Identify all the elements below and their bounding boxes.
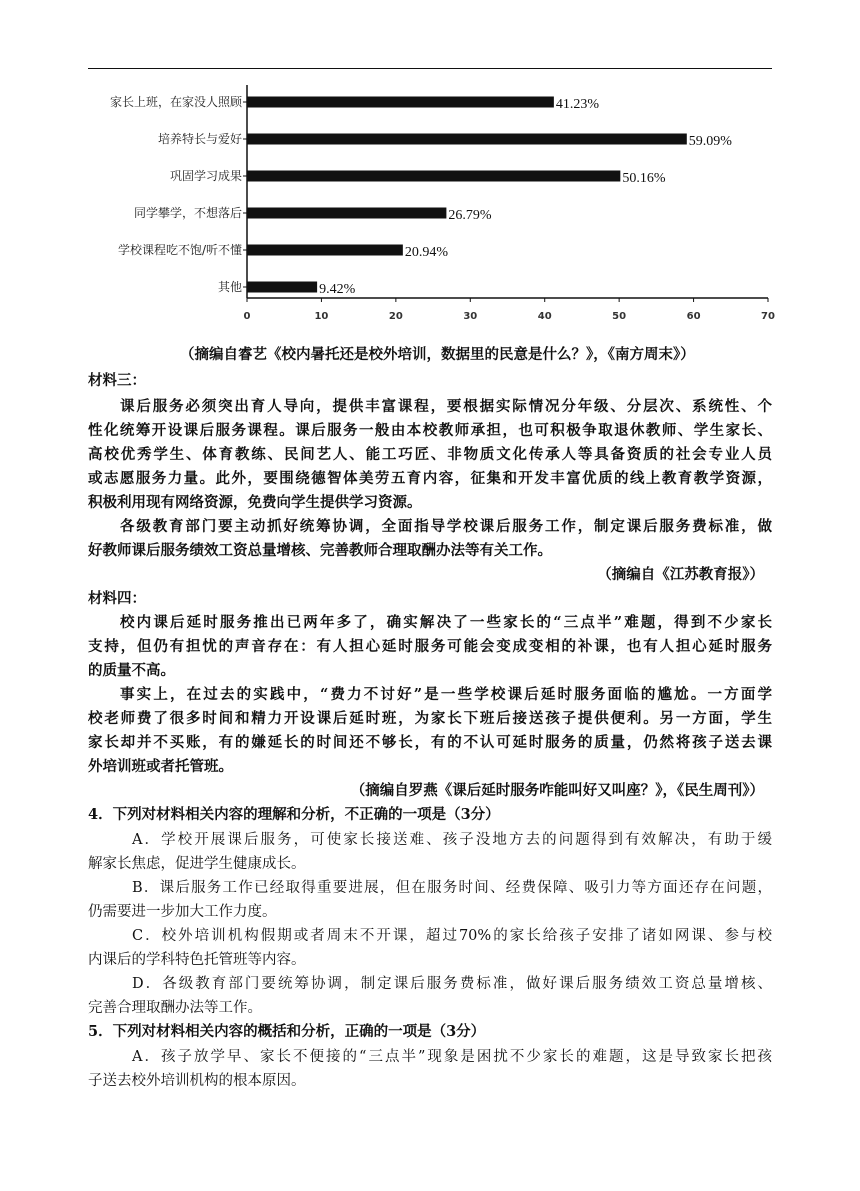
bar	[247, 171, 620, 182]
material-4-line: 校老师费了很多时间和精力开设课后延时班，为家长下班后接送孩子提供便利。另一方面，学生	[88, 710, 772, 727]
category-label: 同学攀学，不想落后	[133, 206, 242, 220]
material-4-line: 支持，但仍有担忧的声音存在：有人担心延时服务可能会变成变相的补课，也有人担心延时服务	[88, 638, 772, 655]
value-label: 26.79%	[448, 208, 492, 223]
question-4-option-c: C．校外培训机构假期或者周末不开课，超过70%的家长给孩子安排了诸如网课、参与校	[132, 928, 772, 944]
x-tick-label: 50	[612, 311, 627, 322]
bar	[247, 134, 687, 145]
material-4-title: 材料四：	[88, 590, 146, 607]
question-5: 5．下列对材料相关内容的概括和分析，正确的一项是（3分）	[88, 1023, 486, 1040]
category-label: 巩固学习成果	[169, 169, 242, 183]
material-4-line: 的质量不高。	[88, 662, 175, 679]
value-label: 59.09%	[688, 134, 732, 149]
bar	[247, 208, 446, 219]
question-4-option-c-cont: 内课后的学科特色托管班等内容。	[88, 952, 306, 968]
bar-chart	[0, 0, 860, 340]
x-tick-label: 0	[243, 311, 251, 322]
material-3-line: 各级教育部门要主动抓好统筹协调，全面指导学校课后服务工作，制定课后服务费标准，做	[120, 518, 772, 535]
category-label: 其他	[217, 280, 242, 294]
material-3-title: 材料三：	[88, 372, 146, 389]
question-4-option-d: D．各级教育部门要统筹协调，制定课后服务费标准，做好课后服务绩效工资总量增核、	[132, 976, 772, 992]
material-4-source: （摘编自罗燕《课后延时服务咋能叫好又叫座？》，《民生周刊》）	[350, 782, 764, 799]
material-3-line: 课后服务必须突出育人导向，提供丰富课程，要根据实际情况分年级、分层次、系统性、个	[120, 398, 772, 415]
material-4-line: 外培训班或者托管班。	[88, 758, 233, 775]
category-label: 学校课程吃不饱/听不懂	[117, 243, 242, 257]
chart-bars	[110, 94, 732, 297]
material-3-line: 性化统筹开设课后服务课程。课后服务一般由本校教师承担，也可积极争取退休教师、学生家长、	[88, 422, 772, 439]
value-label: 20.94%	[404, 245, 449, 260]
x-tick-label: 60	[686, 311, 701, 322]
x-tick-label: 70	[761, 311, 775, 322]
x-tick-label: 30	[463, 311, 478, 322]
question-5-option-a: A．孩子放学早、家长不便接的“三点半”现象是困扰不少家长的难题，这是导致家长把孩	[132, 1049, 772, 1065]
question-4: 4．下列对材料相关内容的理解和分析，不正确的一项是（3分）	[88, 806, 500, 823]
x-tick-label: 10	[314, 311, 329, 322]
question-4-option-b: B．课后服务工作已经取得重要进展，但在服务时间、经费保障、吸引力等方面还存在问题，	[132, 880, 772, 896]
bar	[247, 245, 403, 256]
material-3-source: （摘编自《江苏教育报》）	[597, 566, 764, 583]
question-4-option-a-cont: 解家长焦虑，促进学生健康成长。	[88, 856, 306, 872]
bar	[247, 282, 317, 293]
question-4-option-d-cont: 完善合理取酬办法等工作。	[88, 1000, 262, 1016]
bar	[247, 97, 554, 108]
material-4-line: 事实上，在过去的实践中，“费力不讨好”是一些学校课后延时服务面临的尴尬。一方面学	[120, 686, 772, 703]
chart-source: （摘编自睿艺《校内暑托还是校外培训，数据里的民意是什么？》，《南方周末》）	[180, 346, 695, 363]
x-tick-label: 40	[537, 311, 552, 322]
value-label: 41.23%	[555, 97, 600, 112]
material-3-line: 高校优秀学生、体育教练、民间艺人、能工巧匠、非物质文化传承人等具备资质的社会专业人员	[88, 446, 772, 463]
material-4-line: 家长却并不买账，有的嫌延长的时间还不够长，有的不认可延时服务的质量，仍然将孩子送去课	[88, 734, 772, 751]
category-label: 家长上班，在家没人照顾	[109, 95, 242, 109]
question-4-option-b-cont: 仍需要进一步加大工作力度。	[88, 904, 277, 920]
material-3-line: 好教师课后服务绩效工资总量增核、完善教师合理取酬办法等有关工作。	[88, 542, 552, 559]
value-label: 50.16%	[622, 171, 666, 186]
material-3-line: 积极利用现有网络资源，免费向学生提供学习资源。	[88, 494, 422, 511]
x-tick-label: 20	[388, 311, 403, 322]
value-label: 9.42%	[319, 282, 356, 297]
question-5-option-a-cont: 子送去校外培训机构的根本原因。	[88, 1073, 306, 1089]
material-3-line: 或志愿服务力量。此外，要围绕德智体美劳五育内容，征集和开发丰富优质的线上教育教学资源，	[88, 470, 772, 487]
material-4-line: 校内课后延时服务推出已两年多了，确实解决了一些家长的“三点半”难题，得到不少家长	[120, 614, 772, 631]
category-label: 培养特长与爱好	[157, 132, 242, 146]
question-4-option-a: A．学校开展课后服务，可使家长接送难、孩子没地方去的问题得到有效解决，有助于缓	[132, 832, 772, 848]
